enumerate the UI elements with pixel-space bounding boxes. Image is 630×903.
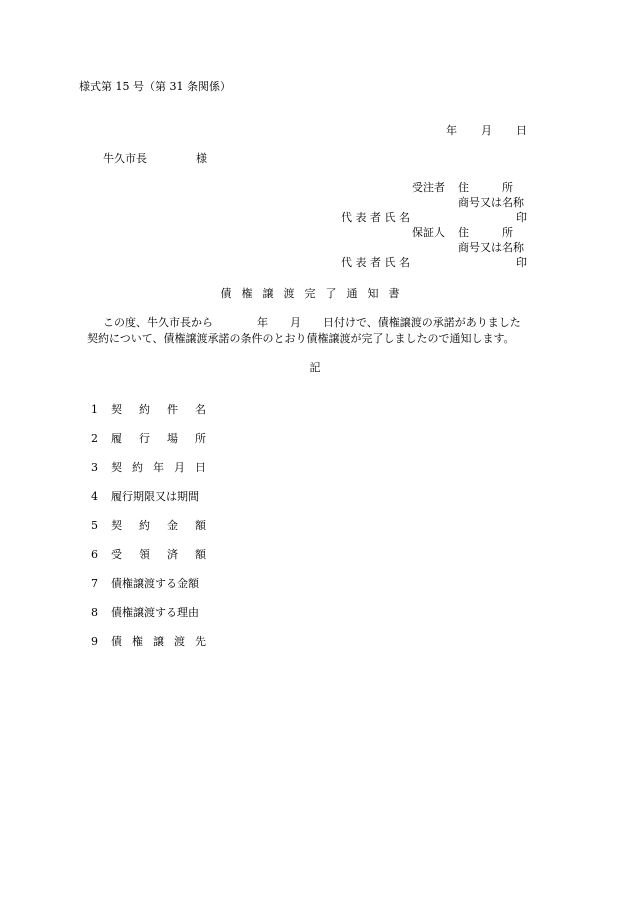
ki-heading: 記 — [309, 361, 321, 374]
item-label: 履行場所 — [111, 432, 206, 445]
guarantor-address-label: 住 所 — [458, 226, 513, 239]
form-id: 様式第 15 号（第 31 条関係） — [79, 80, 231, 93]
item-number: 8 — [91, 606, 98, 619]
date-year: 年 — [446, 124, 457, 137]
item-number: 7 — [91, 577, 98, 590]
item-label: 契約件名 — [111, 403, 206, 416]
contractor-address-label: 住 所 — [458, 181, 513, 194]
document-title: 債権譲渡完了通知書 — [220, 287, 410, 300]
item-number: 1 — [91, 403, 98, 416]
recipient-suffix: 様 — [196, 152, 207, 165]
contractor-trade-name-label: 商号又は名称 — [458, 196, 524, 209]
item-label: 履行期限又は期間 — [111, 490, 199, 503]
body-text-line-2: 契約について、債権譲渡承諾の条件のとおり債権譲渡が完了しましたので通知します。 — [87, 332, 515, 345]
guarantor-role: 保証人 — [412, 226, 445, 239]
contractor-role: 受注者 — [412, 181, 445, 194]
guarantor-seal: 印 — [516, 256, 527, 269]
date-month: 月 — [481, 124, 492, 137]
item-label: 契約金額 — [111, 519, 206, 532]
item-number: 3 — [91, 461, 98, 474]
body-text-line-1: この度、牛久市長から 年 月 日付けで、債権譲渡の承諾がありました — [103, 316, 521, 329]
item-label: 契約年月日 — [111, 461, 206, 474]
contractor-representative-label: 代 表 者 氏 名 — [341, 211, 410, 224]
item-label: 債権譲渡先 — [111, 635, 206, 648]
item-label: 債権譲渡する金額 — [111, 577, 199, 590]
recipient-name: 牛久市長 — [103, 152, 147, 165]
item-label: 債権譲渡する理由 — [111, 606, 199, 619]
item-number: 4 — [91, 490, 98, 503]
item-number: 5 — [91, 519, 98, 532]
item-label: 受領済額 — [111, 548, 206, 561]
guarantor-representative-label: 代 表 者 氏 名 — [341, 256, 410, 269]
date-day: 日 — [516, 124, 527, 137]
guarantor-trade-name-label: 商号又は名称 — [458, 241, 524, 254]
item-number: 9 — [91, 635, 98, 648]
contractor-seal: 印 — [516, 211, 527, 224]
item-number: 2 — [91, 432, 98, 445]
item-number: 6 — [91, 548, 98, 561]
